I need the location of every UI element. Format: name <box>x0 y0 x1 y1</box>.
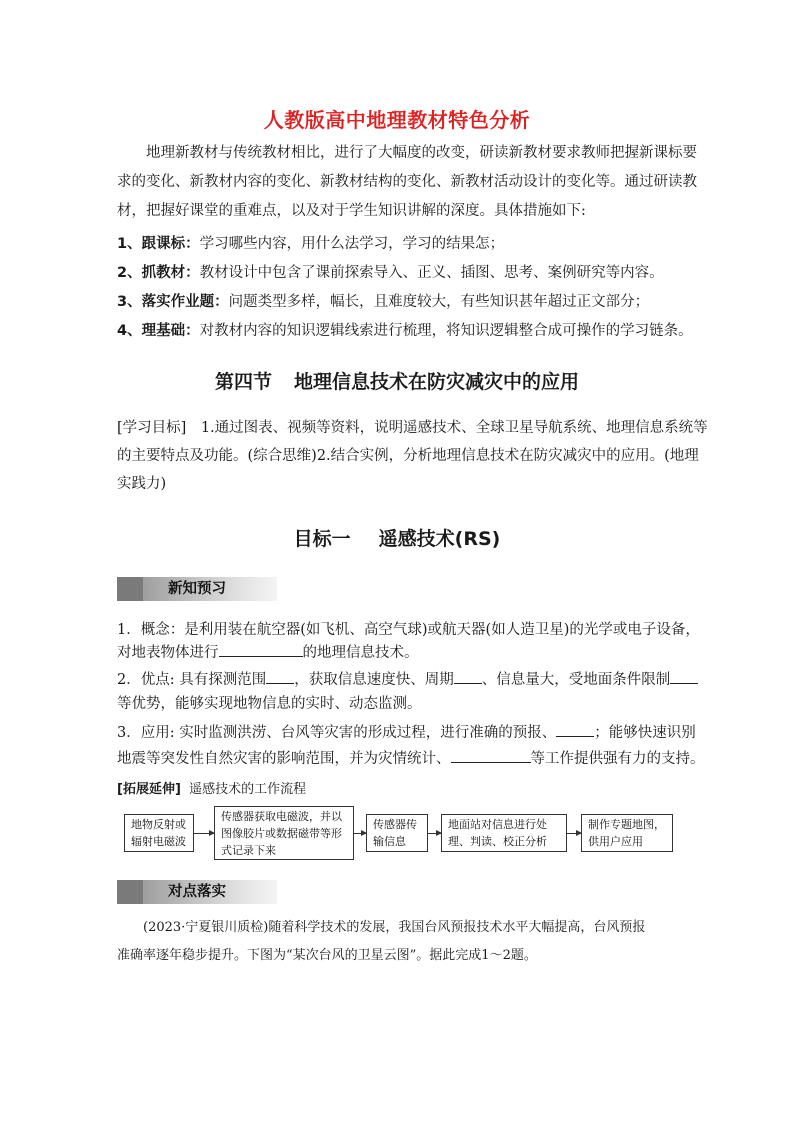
fill-blank <box>556 722 594 737</box>
preview-text: ；能够快速识别 <box>594 725 696 741</box>
flow-arrow <box>567 833 581 834</box>
intro-point-text: 对教材内容的知识逻辑线索进行梳理，将知识逻辑整合成可操作的学习链条。 <box>199 323 693 339</box>
intro-line-2: 求的变化、新教材内容的变化、新教材结构的变化、新教材活动设计的变化等。通过研读教 <box>117 174 697 190</box>
intro-point-label: 1、跟课标： <box>117 236 200 252</box>
fill-blank <box>454 669 482 684</box>
objectives-line-2: 的主要特点及功能。(综合思维)2.结合实例，分析地理信息技术在防灾减灾中的应用。(地理 <box>117 448 699 464</box>
fill-blank <box>670 669 698 684</box>
objectives-line-1: [学习目标] 1.通过图表、视频等资料，说明遥感技术、全球卫星导航系统、地理信息系统等 <box>117 420 708 436</box>
intro-point-2 <box>117 261 664 282</box>
flow-step-1: 地物反射或辐射电磁波 <box>124 814 194 852</box>
preview-text: 2．优点: 具有探测范围 <box>117 672 267 688</box>
flow-arrow <box>354 833 366 834</box>
intro-point-text: 教材设计中包含了课前探索导入、正义、插图、思考、案例研究等内容。 <box>199 265 664 281</box>
intro-point-label: 2、抓教材： <box>117 265 200 281</box>
banner-practice <box>117 880 277 904</box>
intro-point-4 <box>117 319 693 340</box>
preview-text: 地震等突发性自然灾害的影响范围，并为灾情统计、 <box>117 751 451 767</box>
extension-heading <box>117 778 306 797</box>
flow-step-4: 地面站对信息进行处理、判读、校正分析 <box>441 814 567 852</box>
preview-text: ，获取信息速度快、周期 <box>294 672 454 688</box>
question-line-2: 准确率逐年稳步提升。下图为“某次台风的卫星云图”。据此完成1～2题。 <box>117 948 537 963</box>
banner-bar <box>117 577 143 601</box>
section-number: 第四节 <box>214 371 272 393</box>
intro-point-3 <box>117 290 649 311</box>
section-heading <box>0 367 794 394</box>
intro-point-1 <box>117 232 504 253</box>
section-title: 地理信息技术在防灾减灾中的应用 <box>294 371 580 393</box>
banner-label: 新知预习 <box>168 581 226 597</box>
flow-step-2: 传感器获取电磁波，并以图像胶片或数据磁带等形式记录下来 <box>214 806 354 860</box>
preview-item-2-line-1 <box>117 668 698 689</box>
document-title: 人教版高中地理教材特色分析 <box>263 108 531 132</box>
goal-title: 遥感技术(RS) <box>378 528 501 550</box>
preview-text: 的地理信息技术。 <box>302 645 419 661</box>
flow-step-3: 传感器传输信息 <box>366 814 428 852</box>
intro-point-text: 学习哪些内容，用什么法学习，学习的结果怎； <box>199 236 505 252</box>
preview-item-1-line-1: 1．概念：是利用装在航空器(如飞机、高空气球)或航天器(如人造卫星)的光学或电子设备， <box>117 622 700 638</box>
preview-text: 3．应用: 实时监测洪涝、台风等灾害的形成过程，进行准确的预报、 <box>117 725 557 741</box>
extension-tag: [拓展延伸] <box>117 782 181 797</box>
fill-blank <box>219 642 303 657</box>
preview-item-1-line-2 <box>117 641 419 662</box>
preview-text: 对地表物体进行 <box>117 645 219 661</box>
banner-preview <box>117 577 277 601</box>
flow-arrow <box>428 833 441 834</box>
preview-text: 等工作提供强有力的支持。 <box>530 751 705 767</box>
banner-bar <box>117 880 143 904</box>
preview-item-3-line-2 <box>117 747 705 768</box>
question-line-1: (2023·宁夏银川质检)随着科学技术的发展，我国台风预报技术水平大幅提高，台风预报 <box>143 920 646 935</box>
banner-label: 对点落实 <box>168 884 226 900</box>
intro-line-1: 地理新教材与传统教材相比，进行了大幅度的改变，研读新教材要求教师把握新课标要 <box>146 145 697 161</box>
flow-arrow <box>194 833 214 834</box>
fill-blank <box>451 748 531 763</box>
intro-point-text: 问题类型多样，幅长，且难度较大，有些知识甚年超过正文部分； <box>228 294 650 310</box>
intro-line-3: 材，把握好课堂的重难点，以及对于学生知识讲解的深度。具体措施如下: <box>117 203 586 219</box>
preview-text: 、信息量大，受地面条件限制 <box>481 672 671 688</box>
goal-heading <box>0 524 794 551</box>
extension-title: 遥感技术的工作流程 <box>189 782 307 797</box>
intro-point-label: 4、理基础： <box>117 323 200 339</box>
goal-number: 目标一 <box>293 528 351 550</box>
preview-item-2-line-2: 等优势，能够实现地物信息的实时、动态监测。 <box>117 696 422 712</box>
objectives-line-3: 实践力) <box>117 476 167 492</box>
intro-point-label: 3、落实作业题： <box>117 294 229 310</box>
preview-item-3-line-1 <box>117 721 696 742</box>
flow-step-5: 制作专题地图，供用户应用 <box>581 814 673 852</box>
fill-blank <box>266 669 294 684</box>
